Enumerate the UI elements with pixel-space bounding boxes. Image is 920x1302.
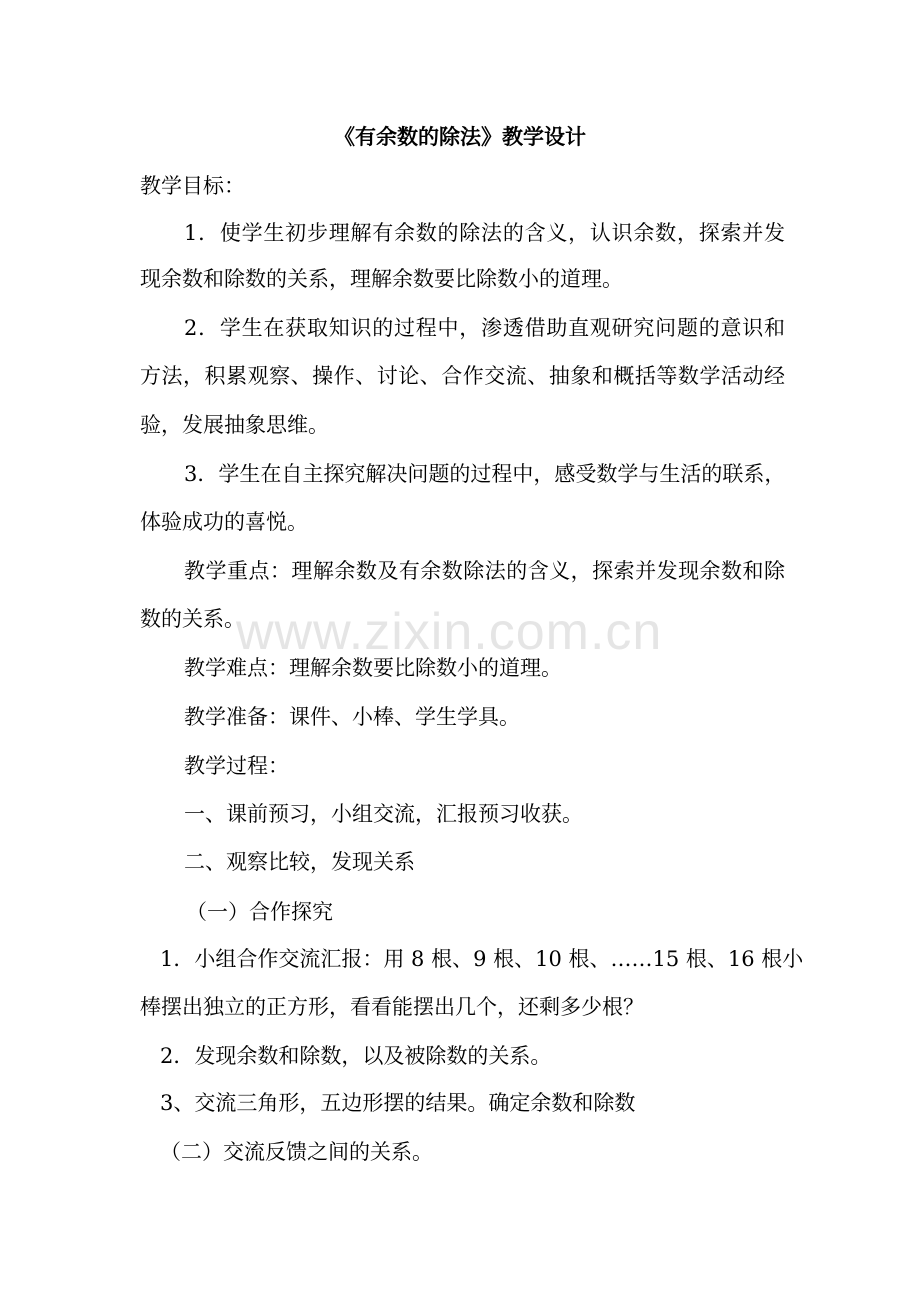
paragraph-line: 体验成功的喜悦。 [140, 510, 308, 534]
paragraph-line: 方法，积累观察、操作、讨论、合作交流、抽象和概括等数学活动经 [140, 364, 785, 388]
paragraph-line: 教学重点：理解余数及有余数除法的含义，探索并发现余数和除 [184, 559, 785, 583]
paragraph-line: 教学准备：课件、小棒、学生学具。 [184, 705, 520, 729]
paragraph-line: 1．小组合作交流汇报：用 8 根、9 根、10 根、……15 根、16 根小 [160, 947, 804, 971]
watermark-text: www.zixin.com.cn [236, 603, 663, 661]
section-heading-process: 教学过程： [184, 754, 289, 778]
section-heading-objectives: 教学目标： [140, 174, 245, 198]
paragraph-line: 数的关系。 [140, 607, 245, 631]
paragraph-line: 3．学生在自主探究解决问题的过程中，感受数学与生活的联系， [184, 462, 786, 486]
paragraph-line: （一）合作探究 [186, 900, 333, 924]
paragraph-line: 2．学生在获取知识的过程中，渗透借助直观研究问题的意识和 [184, 316, 785, 340]
paragraph-line: 3、交流三角形，五边形摆的结果。确定余数和除数 [160, 1091, 636, 1115]
document-title: 《有余数的除法》教学设计 [334, 124, 586, 149]
paragraph-line: 现余数和除数的关系，理解余数要比除数小的道理。 [140, 267, 623, 291]
paragraph-line: 棒摆出独立的正方形，看看能摆出几个，还剩多少根？ [140, 995, 644, 1019]
paragraph-line: 验，发展抽象思维。 [140, 413, 329, 437]
paragraph-line: 二、观察比较，发现关系 [184, 850, 415, 874]
paragraph-line: 教学难点：理解余数要比除数小的道理。 [184, 656, 562, 680]
paragraph-line: （二）交流反馈之间的关系。 [160, 1140, 433, 1164]
paragraph-line: 1．使学生初步理解有余数的除法的含义，认识余数，探索并发 [184, 221, 785, 245]
paragraph-line: 2．发现余数和除数，以及被除数的关系。 [160, 1044, 552, 1068]
paragraph-line: 一、课前预习，小组交流，汇报预习收获。 [184, 802, 583, 826]
